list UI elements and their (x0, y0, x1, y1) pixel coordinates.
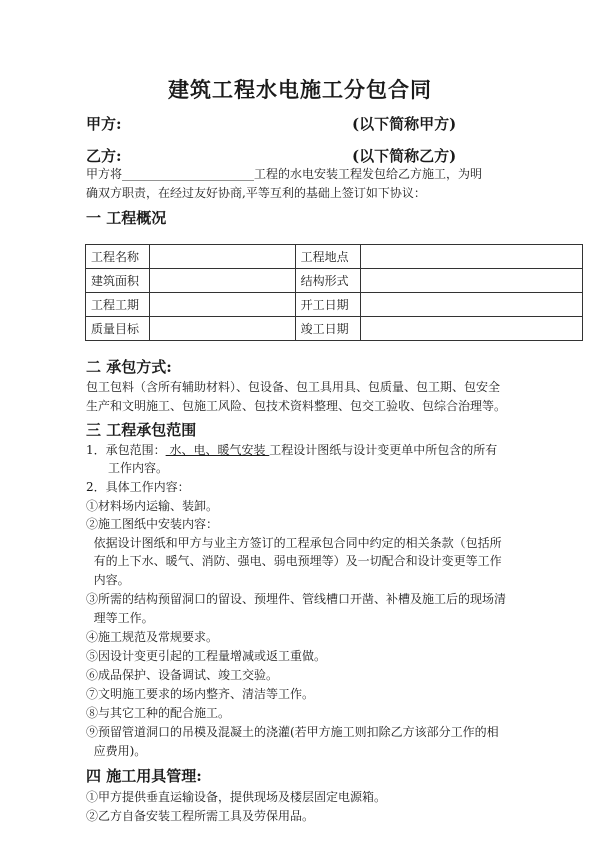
work-item: ⑥成品保护、设备调试、竣工交验。 (86, 668, 279, 682)
scope-item-1 (86, 441, 497, 460)
intro-line-1 (86, 165, 482, 184)
table-row (86, 245, 583, 269)
work-item: ⑧与其它工种的配合施工。 (86, 706, 231, 720)
section-2-heading: 二 承包方式: (86, 358, 172, 376)
table-cell (149, 245, 295, 269)
work-item: 有的上下水、暖气、消防、强电、弱电预埋等）及一切配合和设计变更等工作 (86, 554, 502, 568)
scope-item-1-cont: 工作内容。 (108, 461, 169, 475)
work-item: ④施工规范及常规要求。 (86, 630, 219, 644)
project-info-table (85, 244, 583, 341)
table-cell (361, 317, 583, 341)
party-a-label: 甲方: (86, 115, 122, 133)
work-item: ⑦文明施工要求的场内整齐、清洁等工作。 (86, 687, 315, 701)
work-item: 理等工作。 (86, 611, 154, 625)
tool-item: ②乙方自备安装工程所需工具及劳保用品。 (86, 809, 315, 823)
table-cell (361, 293, 583, 317)
intro-line-2: 确双方职责，在经过友好协商,平等互利的基础上签订如下协议： (86, 186, 426, 200)
table-cell (361, 245, 583, 269)
table-cell (361, 269, 583, 293)
table-cell (149, 269, 295, 293)
work-item: ⑤因设计变更引起的工程量增减或返工重做。 (86, 649, 327, 663)
work-item: ③所需的结构预留洞口的留设、预埋件、管线槽口开凿、补槽及施工后的现场清 (86, 592, 507, 606)
table-row (86, 293, 583, 317)
table-cell: 竣工日期 (295, 317, 361, 341)
work-item: 应费用)。 (86, 744, 147, 758)
scope-item-1-prefix: 1．承包范围： (86, 443, 166, 457)
work-item: ①材料场内运输、装卸。 (86, 499, 219, 513)
work-item: ⑨预留管道洞口的吊模及混凝土的浇灌(若甲方施工则扣除乙方该部分工作的相 (86, 725, 499, 739)
tool-item: ①甲方提供垂直运输设备，提供现场及楼层固定电源箱。 (86, 790, 387, 804)
section-2-line: 包工包料（含所有辅助材料）、包设备、包工具用具、包质量、包工期、包安全 (86, 380, 501, 394)
table-cell: 工程名称 (86, 245, 150, 269)
table-cell: 建筑面积 (86, 269, 150, 293)
table-row (86, 317, 583, 341)
scope-item-2: 2．具体工作内容： (86, 480, 190, 494)
party-a-note: (以下简称甲方) (352, 115, 457, 133)
table-row (86, 269, 583, 293)
table-cell: 工程地点 (295, 245, 361, 269)
scope-item-1-suffix: 工程设计图纸与设计变更单中所包含的所有 (269, 443, 498, 457)
table-cell (149, 293, 295, 317)
document-title: 建筑工程水电施工分包合同 (168, 77, 432, 102)
intro-post: 工程的水电安装工程发包给乙方施工，为明 (254, 167, 483, 181)
section-1-heading: 一 工程概况 (86, 209, 167, 227)
scope-value: 水、电、暖气安装 (165, 443, 270, 457)
table-cell: 质量目标 (86, 317, 150, 341)
table-cell: 结构形式 (295, 269, 361, 293)
work-item: 内容。 (86, 573, 130, 587)
work-item: 依据设计图纸和甲方与业主方签订的工程承包合同中约定的相关条款（包括所 (86, 536, 502, 550)
intro-pre: 甲方将 (86, 167, 123, 181)
table-cell: 开工日期 (295, 293, 361, 317)
intro-blank: ______________________ (122, 167, 255, 181)
party-b-note: (以下简称乙方) (352, 147, 457, 165)
section-2-line: 生产和文明施工、包施工风险、包技术资料整理、包交工验收、包综合治理等。 (86, 399, 507, 413)
party-b-label: 乙方: (86, 147, 122, 165)
work-item: ②施工图纸中安装内容： (86, 517, 219, 531)
section-3-heading: 三 工程承包范围 (86, 421, 197, 439)
table-cell (149, 317, 295, 341)
table-cell: 工程工期 (86, 293, 150, 317)
section-4-heading: 四 施工用具管理: (86, 767, 202, 785)
